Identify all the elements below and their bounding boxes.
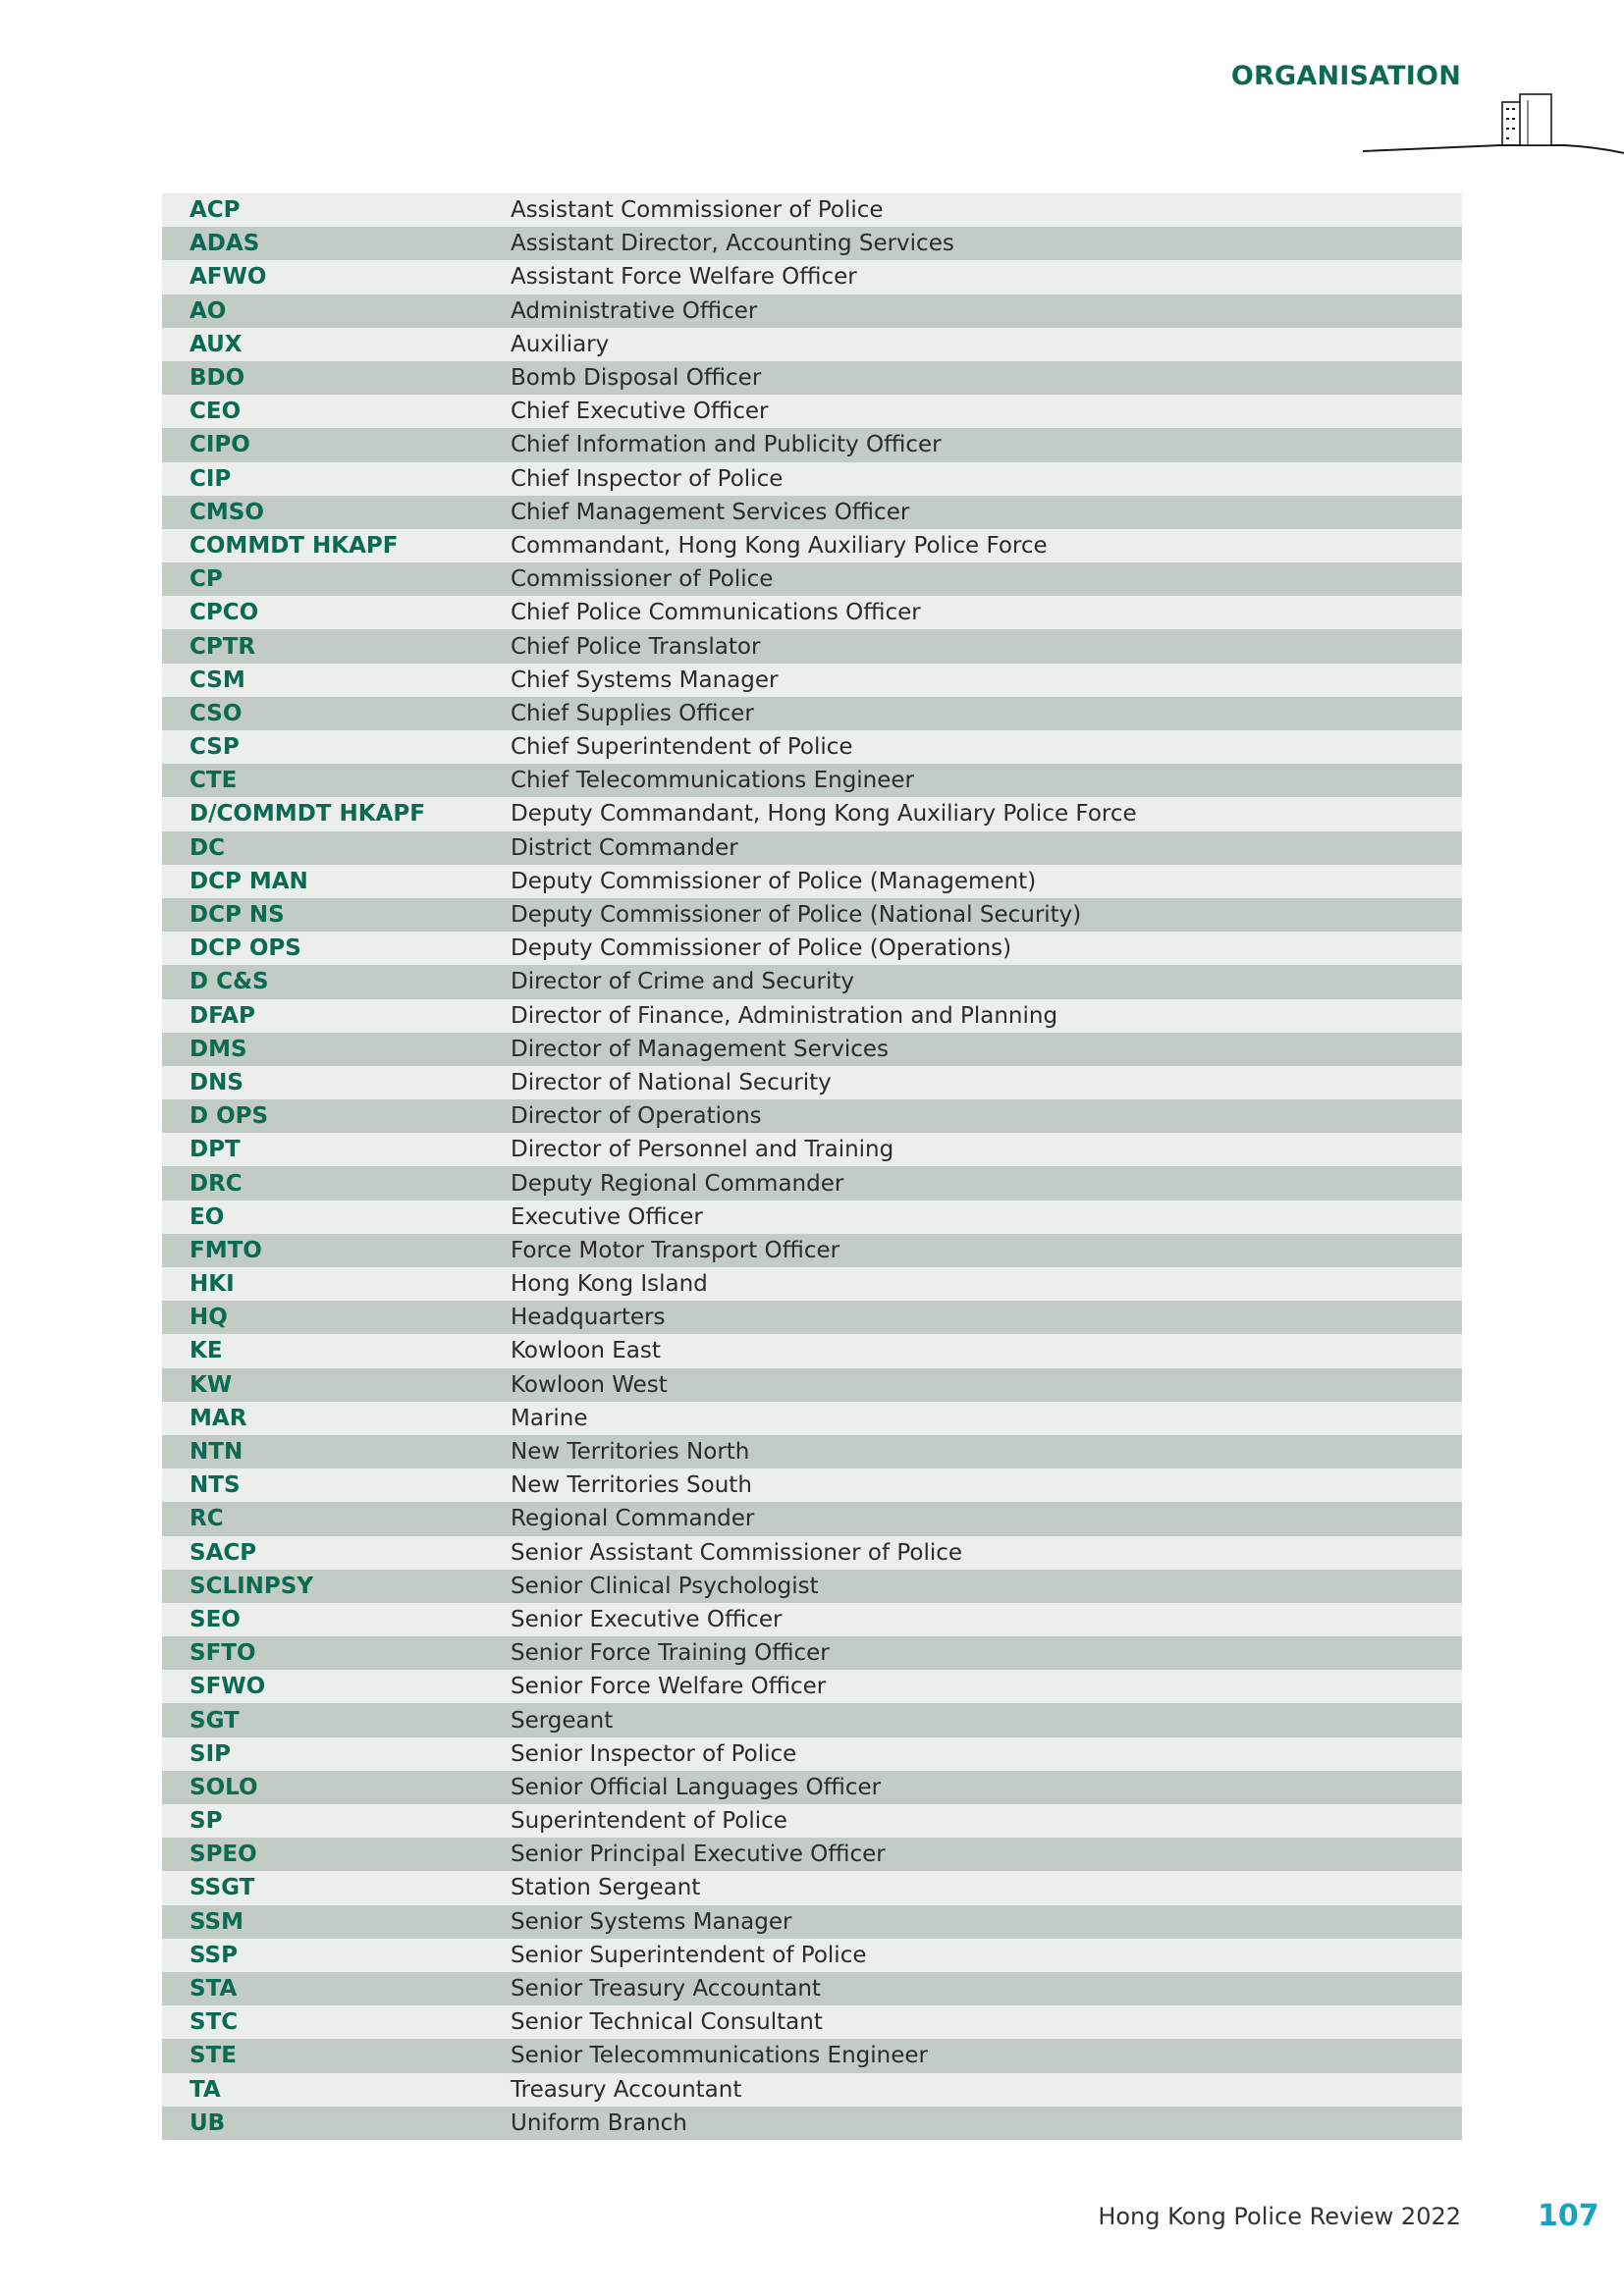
abbreviation-code: STC xyxy=(189,2009,239,2036)
table-row xyxy=(162,496,1462,529)
abbreviation-code: MAR xyxy=(189,1405,247,1431)
table-row xyxy=(162,1972,1462,2005)
abbreviation-meaning: Force Motor Transport Officer xyxy=(511,1237,840,1263)
table-row xyxy=(162,831,1462,865)
abbreviation-meaning: Senior Systems Manager xyxy=(511,1908,792,1935)
abbreviation-code: D OPS xyxy=(189,1103,269,1130)
abbreviation-code: TA xyxy=(189,2076,221,2103)
table-row xyxy=(162,395,1462,428)
abbreviation-code: CTE xyxy=(189,768,238,794)
table-row xyxy=(162,193,1462,227)
table-row xyxy=(162,865,1462,898)
abbreviation-code: CEO xyxy=(189,399,242,425)
table-row xyxy=(162,1603,1462,1636)
section-title: ORGANISATION xyxy=(1230,61,1461,91)
table-row xyxy=(162,2005,1462,2039)
table-row xyxy=(162,1368,1462,1402)
abbreviation-meaning: Senior Force Welfare Officer xyxy=(511,1674,827,1700)
table-row xyxy=(162,1670,1462,1703)
abbreviation-code: UB xyxy=(189,2109,226,2136)
abbreviation-meaning: Deputy Commissioner of Police (Operations) xyxy=(511,935,1012,962)
abbreviation-meaning: Headquarters xyxy=(511,1305,666,1331)
table-row xyxy=(162,1267,1462,1301)
abbreviation-meaning: Senior Superintendent of Police xyxy=(511,1942,867,1968)
table-row xyxy=(162,1502,1462,1535)
abbreviation-meaning: Administrative Officer xyxy=(511,297,758,324)
table-row xyxy=(162,764,1462,797)
abbreviation-meaning: Sergeant xyxy=(511,1707,614,1734)
abbreviation-meaning: Senior Technical Consultant xyxy=(511,2009,823,2036)
abbreviation-code: BDO xyxy=(189,365,245,392)
table-row xyxy=(162,1536,1462,1570)
abbreviation-meaning: Assistant Commissioner of Police xyxy=(511,197,884,224)
abbreviation-code: CIPO xyxy=(189,432,250,458)
abbreviation-code: DRC xyxy=(189,1170,243,1197)
abbreviation-meaning: Chief Executive Officer xyxy=(511,399,769,425)
table-row xyxy=(162,1133,1462,1166)
abbreviation-code: D C&S xyxy=(189,969,269,995)
table-row xyxy=(162,260,1462,294)
abbreviation-meaning: Superintendent of Police xyxy=(511,1808,787,1835)
abbreviation-meaning: Kowloon West xyxy=(511,1371,668,1398)
table-row xyxy=(162,328,1462,361)
abbreviation-meaning: Director of Personnel and Training xyxy=(511,1137,894,1163)
abbreviation-code: D/COMMDT HKAPF xyxy=(189,801,425,828)
table-row xyxy=(162,1737,1462,1771)
abbreviation-code: SGT xyxy=(189,1707,240,1734)
abbreviation-meaning: Director of Finance, Administration and Planning xyxy=(511,1002,1058,1029)
abbreviation-meaning: Chief Management Services Officer xyxy=(511,499,910,525)
table-row xyxy=(162,428,1462,461)
table-row xyxy=(162,1636,1462,1670)
table-row xyxy=(162,562,1462,596)
abbreviation-meaning: Senior Official Languages Officer xyxy=(511,1774,882,1800)
abbreviation-meaning: Director of National Security xyxy=(511,1069,832,1095)
table-row xyxy=(162,965,1462,998)
abbreviation-meaning: Commandant, Hong Kong Auxiliary Police Force xyxy=(511,532,1048,559)
publication-title: Hong Kong Police Review 2022 xyxy=(1098,2203,1461,2230)
page-number: 107 xyxy=(1538,2199,1599,2233)
abbreviation-meaning: Senior Treasury Accountant xyxy=(511,1976,821,2002)
abbreviation-meaning: Hong Kong Island xyxy=(511,1271,708,1298)
table-row xyxy=(162,730,1462,764)
table-row xyxy=(162,1771,1462,1804)
table-row xyxy=(162,1066,1462,1099)
abbreviation-meaning: New Territories North xyxy=(511,1439,750,1466)
abbreviation-meaning: New Territories South xyxy=(511,1472,752,1499)
abbreviation-code: ACP xyxy=(189,197,241,224)
abbreviation-meaning: Commissioner of Police xyxy=(511,566,774,593)
table-row xyxy=(162,1435,1462,1468)
abbreviation-code: STA xyxy=(189,1976,238,2002)
table-row xyxy=(162,294,1462,328)
abbreviation-meaning: Chief Telecommunications Engineer xyxy=(511,768,915,794)
table-row xyxy=(162,1939,1462,1972)
table-row xyxy=(162,462,1462,496)
table-row xyxy=(162,797,1462,830)
abbreviation-code: SCLINPSY xyxy=(189,1573,313,1599)
abbreviation-code: DMS xyxy=(189,1036,247,1062)
abbreviation-meaning: Senior Inspector of Police xyxy=(511,1740,797,1767)
abbreviation-code: RC xyxy=(189,1506,224,1532)
abbreviation-code: HKI xyxy=(189,1271,235,1298)
abbreviation-meaning: Chief Information and Publicity Officer xyxy=(511,432,942,458)
abbreviation-meaning: Chief Supplies Officer xyxy=(511,700,754,726)
table-row xyxy=(162,1905,1462,1939)
abbreviation-code: SOLO xyxy=(189,1774,258,1800)
table-row xyxy=(162,2107,1462,2140)
table-row xyxy=(162,2039,1462,2072)
table-row xyxy=(162,1703,1462,1736)
table-row xyxy=(162,1334,1462,1367)
abbreviation-meaning: Director of Operations xyxy=(511,1103,762,1130)
abbreviation-code: CSM xyxy=(189,667,245,693)
abbreviation-table xyxy=(162,193,1462,2140)
abbreviation-meaning: Uniform Branch xyxy=(511,2109,687,2136)
abbreviation-code: DFAP xyxy=(189,1002,255,1029)
abbreviation-meaning: Chief Police Translator xyxy=(511,633,761,660)
abbreviation-code: FMTO xyxy=(189,1237,262,1263)
abbreviation-meaning: Executive Officer xyxy=(511,1203,703,1230)
building-line-icon xyxy=(1363,88,1624,157)
abbreviation-meaning: Chief Systems Manager xyxy=(511,667,779,693)
table-row xyxy=(162,1201,1462,1234)
abbreviation-meaning: Assistant Director, Accounting Services xyxy=(511,231,954,257)
abbreviation-meaning: Marine xyxy=(511,1405,588,1431)
abbreviation-code: CP xyxy=(189,566,223,593)
table-row xyxy=(162,932,1462,965)
abbreviation-meaning: Kowloon East xyxy=(511,1338,661,1364)
abbreviation-code: HQ xyxy=(189,1305,228,1331)
table-row xyxy=(162,1166,1462,1200)
abbreviation-meaning: Chief Police Communications Officer xyxy=(511,600,921,626)
table-row xyxy=(162,629,1462,663)
abbreviation-code: CIP xyxy=(189,465,232,492)
abbreviation-meaning: Regional Commander xyxy=(511,1506,755,1532)
abbreviation-code: SACP xyxy=(189,1539,257,1566)
abbreviation-meaning: Senior Executive Officer xyxy=(511,1606,783,1632)
table-row xyxy=(162,1099,1462,1133)
abbreviation-code: DNS xyxy=(189,1069,244,1095)
abbreviation-code: SSGT xyxy=(189,1875,255,1901)
abbreviation-meaning: Auxiliary xyxy=(511,331,610,357)
table-row xyxy=(162,1804,1462,1838)
abbreviation-code: ADAS xyxy=(189,231,260,257)
abbreviation-code: AO xyxy=(189,297,227,324)
table-row xyxy=(162,999,1462,1033)
abbreviation-code: SSP xyxy=(189,1942,238,1968)
abbreviation-meaning: Senior Telecommunications Engineer xyxy=(511,2043,928,2069)
table-row xyxy=(162,898,1462,932)
abbreviation-meaning: Assistant Force Welfare Officer xyxy=(511,264,857,291)
table-row xyxy=(162,1838,1462,1871)
abbreviation-code: KW xyxy=(189,1371,233,1398)
abbreviation-code: CPTR xyxy=(189,633,256,660)
abbreviation-meaning: Senior Clinical Psychologist xyxy=(511,1573,819,1599)
abbreviation-code: CMSO xyxy=(189,499,264,525)
abbreviation-code: STE xyxy=(189,2043,237,2069)
abbreviation-meaning: Chief Superintendent of Police xyxy=(511,734,853,761)
abbreviation-code: SFTO xyxy=(189,1640,256,1667)
abbreviation-meaning: Deputy Commandant, Hong Kong Auxiliary Police Force xyxy=(511,801,1137,828)
abbreviation-code: DCP OPS xyxy=(189,935,301,962)
abbreviation-code: COMMDT HKAPF xyxy=(189,532,399,559)
table-row xyxy=(162,1402,1462,1435)
abbreviation-code: CSP xyxy=(189,734,240,761)
abbreviation-code: SIP xyxy=(189,1740,231,1767)
abbreviation-meaning: Treasury Accountant xyxy=(511,2076,742,2103)
abbreviation-code: SEO xyxy=(189,1606,241,1632)
abbreviation-code: AUX xyxy=(189,331,243,357)
abbreviation-code: SP xyxy=(189,1808,223,1835)
abbreviation-code: DC xyxy=(189,834,225,861)
abbreviation-code: NTN xyxy=(189,1439,244,1466)
table-row xyxy=(162,697,1462,730)
abbreviation-meaning: Director of Management Services xyxy=(511,1036,889,1062)
abbreviation-code: SSM xyxy=(189,1908,244,1935)
abbreviation-code: NTS xyxy=(189,1472,241,1499)
abbreviation-meaning: Station Sergeant xyxy=(511,1875,701,1901)
table-row xyxy=(162,2073,1462,2107)
abbreviation-meaning: Deputy Commissioner of Police (Management) xyxy=(511,868,1037,894)
abbreviation-meaning: Senior Principal Executive Officer xyxy=(511,1842,886,1868)
abbreviation-meaning: Chief Inspector of Police xyxy=(511,465,784,492)
abbreviation-code: KE xyxy=(189,1338,223,1364)
table-row xyxy=(162,529,1462,562)
abbreviation-code: SPEO xyxy=(189,1842,257,1868)
table-row xyxy=(162,1468,1462,1502)
abbreviation-code: DCP NS xyxy=(189,902,285,929)
table-row xyxy=(162,361,1462,395)
abbreviation-code: DPT xyxy=(189,1137,241,1163)
table-row xyxy=(162,227,1462,260)
table-row xyxy=(162,1234,1462,1267)
table-row xyxy=(162,1301,1462,1334)
abbreviation-code: DCP MAN xyxy=(189,868,308,894)
abbreviation-meaning: Deputy Commissioner of Police (National Security) xyxy=(511,902,1082,929)
abbreviation-code: AFWO xyxy=(189,264,267,291)
abbreviation-meaning: Senior Assistant Commissioner of Police xyxy=(511,1539,963,1566)
abbreviation-meaning: Bomb Disposal Officer xyxy=(511,365,762,392)
abbreviation-meaning: Senior Force Training Officer xyxy=(511,1640,830,1667)
abbreviation-meaning: Director of Crime and Security xyxy=(511,969,854,995)
table-row xyxy=(162,1033,1462,1066)
abbreviation-meaning: Deputy Regional Commander xyxy=(511,1170,844,1197)
table-row xyxy=(162,1871,1462,1904)
abbreviation-code: CPCO xyxy=(189,600,259,626)
abbreviation-meaning: District Commander xyxy=(511,834,738,861)
table-row xyxy=(162,664,1462,697)
abbreviation-code: EO xyxy=(189,1203,225,1230)
table-row xyxy=(162,1570,1462,1603)
table-row xyxy=(162,596,1462,629)
abbreviation-code: SFWO xyxy=(189,1674,266,1700)
abbreviation-code: CSO xyxy=(189,700,243,726)
